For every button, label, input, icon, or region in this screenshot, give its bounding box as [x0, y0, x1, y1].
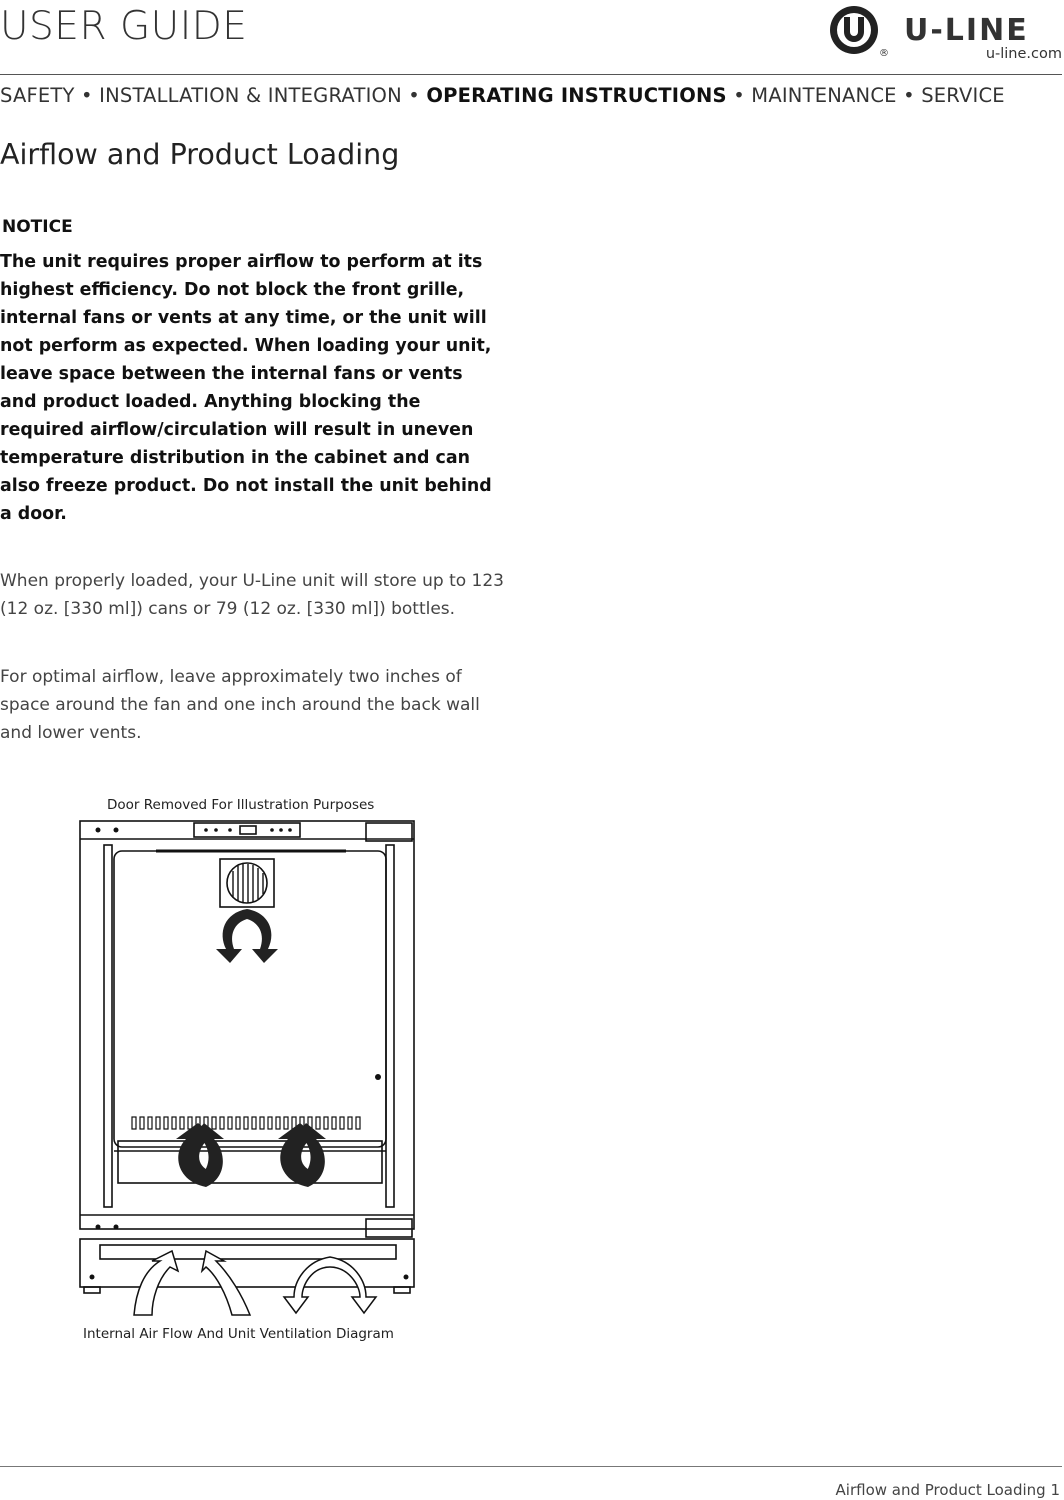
- nav-item-operating-instructions[interactable]: OPERATING INSTRUCTIONS: [426, 84, 727, 107]
- figure-caption-top: Door Removed For Illustration Purposes: [107, 797, 375, 813]
- intake-arrow: [202, 1251, 250, 1315]
- fan-housing: [220, 859, 274, 907]
- document-title: USER GUIDE: [0, 4, 248, 49]
- intake-arrow: [134, 1251, 178, 1315]
- cabinet-outline: [80, 821, 414, 1229]
- footer-divider: [0, 1466, 1062, 1467]
- page-footer: Airflow and Product Loading 1: [835, 1481, 1060, 1499]
- nav-separator: •: [896, 84, 922, 107]
- brand-url[interactable]: u-line.com: [985, 46, 1062, 62]
- logo-wordmark: U-LINE: [904, 13, 1029, 48]
- nav-item-installation[interactable]: INSTALLATION & INTEGRATION: [99, 84, 402, 107]
- section-navigation: [0, 84, 1005, 107]
- airflow-paragraph: For optimal airflow, leave approximately two inches of space around the fan and one inch around the back wall and lower vents.: [0, 667, 480, 743]
- nav-separator: •: [401, 84, 427, 107]
- nav-separator: •: [74, 84, 100, 107]
- nav-separator: •: [726, 84, 752, 107]
- airflow-diagram: [76, 815, 420, 1320]
- capacity-paragraph: When properly loaded, your U-Line unit will store up to 123 (12 oz. [330 ml]) cans or 79 (12 oz. [330 ml]) bottles.: [0, 571, 504, 619]
- header-divider: [0, 74, 1062, 75]
- interior-liner: [114, 851, 386, 1147]
- nav-item-safety[interactable]: SAFETY: [0, 84, 75, 107]
- registered-mark: ®: [879, 48, 889, 59]
- notice-label: NOTICE: [2, 217, 73, 237]
- exhaust-arrow: [284, 1257, 376, 1313]
- section-title: Airflow and Product Loading: [0, 138, 400, 171]
- nav-item-maintenance[interactable]: MAINTENANCE: [751, 84, 897, 107]
- fan-airflow-arrow-right: [247, 909, 278, 963]
- control-panel: [194, 823, 300, 837]
- fan-airflow-arrow-left: [216, 909, 247, 963]
- figure-caption-bottom: Internal Air Flow And Unit Ventilation Diagram: [83, 1326, 394, 1342]
- notice-text: The unit requires proper airflow to perform at its highest efficiency. Do not block the front grille, internal fans or vents at any time, or the unit will not perform as expected. When loading your unit, leave space between the internal fans or vents and product loaded. Anything blocking the required airflow/circulation will result in uneven temperature distribution in the cabinet and can also freeze product. Do not install the unit behind a door.: [0, 252, 492, 524]
- front-grille: [80, 1239, 414, 1287]
- nav-item-service[interactable]: SERVICE: [921, 84, 1005, 107]
